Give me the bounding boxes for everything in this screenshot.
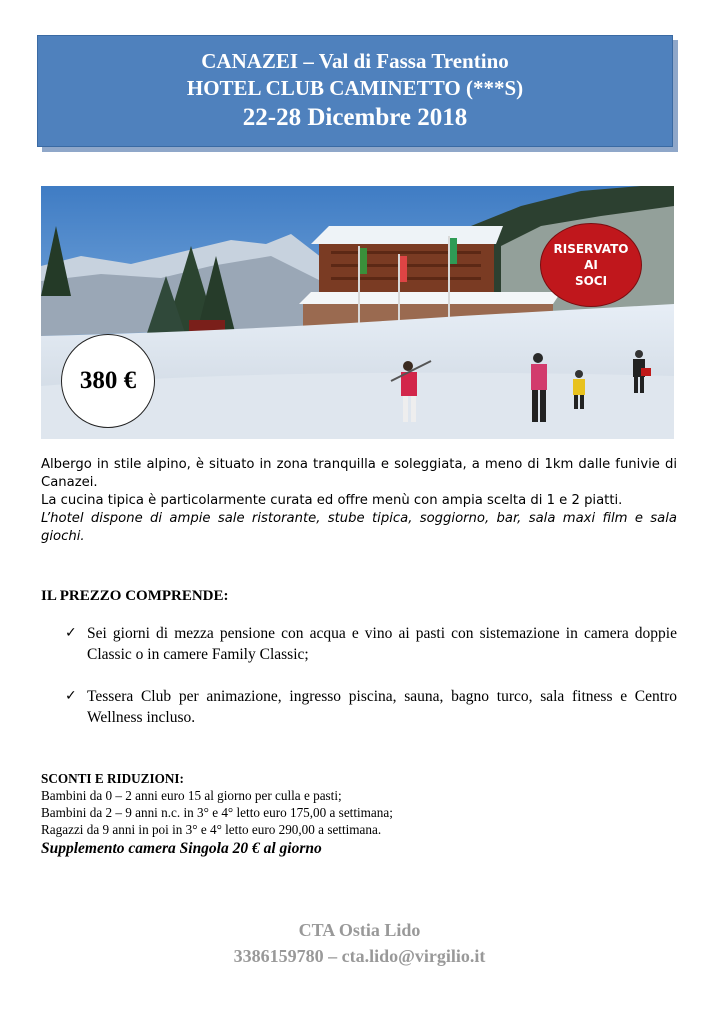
checkmark-icon: ✓: [65, 625, 77, 641]
price-includes-list: [65, 623, 677, 749]
reserved-members-badge: [540, 223, 642, 307]
reserved-line-3: SOCI: [574, 274, 608, 288]
title-banner: [37, 35, 673, 147]
description-paragraph: L’hotel dispone di ampie sale ristorante, stube tipica, soggiorno, bar, sala maxi film e sala giochi.: [41, 511, 677, 544]
single-room-supplement: Supplemento camera Singola 20 € al giorno: [41, 840, 322, 857]
title-location: CANAZEI – Val di Fassa Trentino: [201, 49, 509, 73]
discount-line: Bambini da 2 – 9 anni n.c. in 3° e 4° letto euro 175,00 a settimana;: [41, 805, 393, 820]
reserved-line-1: RISERVATO: [553, 242, 629, 256]
price-includes-heading: IL PREZZO COMPRENDE:: [41, 588, 229, 604]
reserved-line-2: AI: [584, 258, 598, 272]
description-paragraph: Albergo in stile alpino, è situato in zona tranquilla e soleggiata, a meno di 1km dalle funivie di Canazei.: [41, 457, 677, 490]
contact-info: 3386159780 – cta.lido@virgilio.it: [233, 946, 486, 966]
contact-footer: [0, 917, 719, 969]
price-badge: [61, 334, 155, 428]
list-item: [65, 623, 677, 665]
price-value: 380 €: [79, 367, 137, 394]
list-item-text: Tessera Club per animazione, ingresso piscina, sauna, bagno turco, sala fitness e Centro Wellness incluso.: [87, 688, 677, 726]
list-item: [65, 686, 677, 728]
description-paragraph: La cucina tipica è particolarmente curata ed offre menù con ampia scelta di 1 e 2 piatti.: [41, 493, 623, 508]
discounts-section: [41, 770, 681, 859]
organization-name: CTA Ostia Lido: [298, 920, 421, 940]
discounts-heading: SCONTI E RIDUZIONI:: [41, 771, 184, 786]
title-dates: 22-28 Dicembre 2018: [242, 104, 468, 131]
title-hotel: HOTEL CLUB CAMINETTO (***S): [186, 76, 524, 100]
checkmark-icon: ✓: [65, 688, 77, 704]
hotel-description: [41, 456, 677, 546]
discount-line: Bambini da 0 – 2 anni euro 15 al giorno per culla e pasti;: [41, 788, 342, 803]
list-item-text: Sei giorni di mezza pensione con acqua e vino ai pasti con sistemazione in camera doppie Classic o in camere Family Classic;: [87, 625, 677, 663]
discount-line: Ragazzi da 9 anni in poi in 3° e 4° letto euro 290,00 a settimana.: [41, 822, 382, 837]
